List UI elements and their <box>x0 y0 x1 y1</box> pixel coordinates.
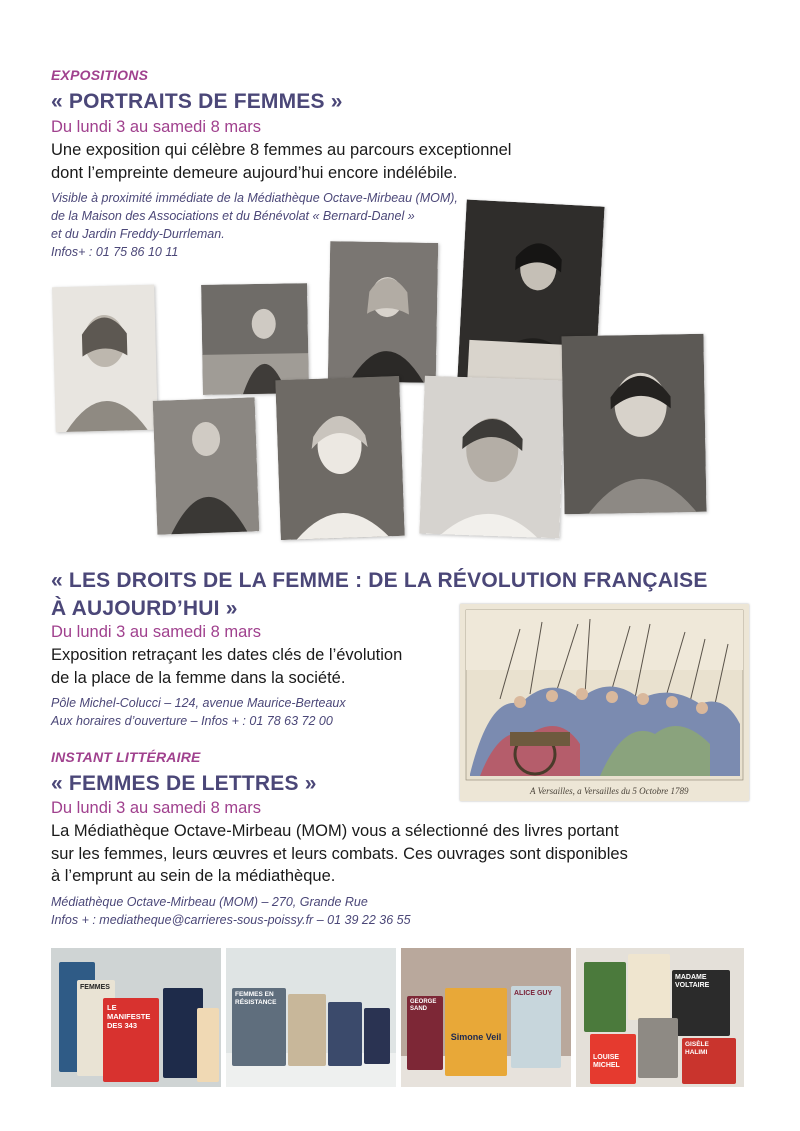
portrait-photo <box>328 241 438 383</box>
section-title-portraits: « PORTRAITS DE FEMMES » <box>51 90 343 113</box>
book-cover <box>328 1002 362 1066</box>
portrait-photo <box>52 285 158 433</box>
book-cover <box>364 1008 390 1064</box>
portrait-photo <box>153 397 260 534</box>
section-date: Du lundi 3 au samedi 8 mars <box>51 799 262 817</box>
section-info <box>51 893 411 929</box>
info-line: et du Jardin Freddy-Durrleman. <box>51 227 225 241</box>
book-cover <box>288 994 326 1066</box>
book-cover <box>445 988 507 1076</box>
book-title: ALICE GUY <box>514 990 553 997</box>
book-cover <box>511 986 561 1068</box>
title-line: « LES DROITS DE LA FEMME : DE LA RÉVOLUTION FRANÇAISE <box>51 569 708 592</box>
book-cover <box>407 996 443 1070</box>
book-cover <box>628 954 670 1020</box>
book-title: GEORGE SAND <box>410 999 437 1012</box>
section-description <box>51 644 402 689</box>
book-cover <box>672 970 730 1036</box>
description-line: sur les femmes, leurs œuvres et leurs combats. Ces ouvrages sont disponibles <box>51 844 628 863</box>
info-line: Infos+ : 01 75 86 10 11 <box>51 245 179 259</box>
book-title: LOUISE MICHEL <box>593 1054 620 1069</box>
book-cover <box>590 1034 636 1084</box>
section-description <box>51 139 511 184</box>
section-info <box>51 694 346 730</box>
book-cover <box>103 998 159 1082</box>
revolution-engraving <box>460 604 749 801</box>
section-tag-instant-litteraire: INSTANT LITTÉRAIRE <box>51 749 201 765</box>
title-line: À AUJOURD’HUI » <box>51 597 238 620</box>
info-line: Médiathèque Octave-Mirbeau (MOM) – 270, Grande Rue <box>51 895 368 909</box>
portrait-photo <box>275 376 405 540</box>
engraving-caption: A Versailles, a Versailles du 5 Octobre 1789 <box>530 786 689 796</box>
book-cover <box>638 1018 678 1078</box>
book-cover <box>232 988 286 1066</box>
section-date: Du lundi 3 au samedi 8 mars <box>51 118 262 136</box>
book-title: LE MANIFESTE DES 343 <box>107 1003 151 1030</box>
description-line: La Médiathèque Octave-Mirbeau (MOM) vous a sélectionné des livres portant <box>51 822 619 840</box>
book-title: GISÈLE HALIMI <box>685 1041 709 1056</box>
portrait-photo <box>419 376 564 539</box>
info-line: Visible à proximité immédiate de la Médiathèque Octave-Mirbeau (MOM), <box>51 191 458 205</box>
section-date: Du lundi 3 au samedi 8 mars <box>51 623 262 641</box>
section-description <box>51 820 628 888</box>
books-photo <box>401 948 571 1087</box>
book-title: FEMMES EN RÉSISTANCE <box>235 991 277 1006</box>
book-title: FEMMES <box>80 984 110 991</box>
info-line: Pôle Michel-Colucci – 124, avenue Maurice-Berteaux <box>51 696 346 710</box>
books-photo <box>576 948 744 1087</box>
book-title: MADAME VOLTAIRE <box>675 974 710 989</box>
books-photo <box>51 948 221 1087</box>
description-line: à l’emprunt au sein de la médiathèque. <box>51 867 336 885</box>
description-line: Exposition retraçant les dates clés de l’évolution <box>51 646 403 664</box>
description-line: de la place de la femme dans la société. <box>51 668 346 687</box>
book-cover <box>682 1038 736 1084</box>
info-line: Aux horaires d’ouverture – Infos + : 01 78 63 72 00 <box>51 714 333 728</box>
book-title: Simone Veil <box>450 1032 502 1042</box>
portrait-photo <box>561 334 706 514</box>
section-tag-expositions: EXPOSITIONS <box>51 67 149 83</box>
info-line: de la Maison des Associations et du Bénévolat « Bernard-Danel » <box>51 209 415 223</box>
description-line: dont l’empreinte demeure aujourd’hui encore indélébile. <box>51 163 458 182</box>
book-cover <box>197 1008 219 1082</box>
portrait-photo <box>201 283 309 395</box>
section-title-femmes-de-lettres: « FEMMES DE LETTRES » <box>51 772 317 795</box>
books-photo <box>226 948 396 1087</box>
description-line: Une exposition qui célèbre 8 femmes au parcours exceptionnel <box>51 141 512 159</box>
info-line: Infos + : mediatheque@carrieres-sous-poissy.fr – 01 39 22 36 55 <box>51 913 411 927</box>
book-cover <box>584 962 626 1032</box>
